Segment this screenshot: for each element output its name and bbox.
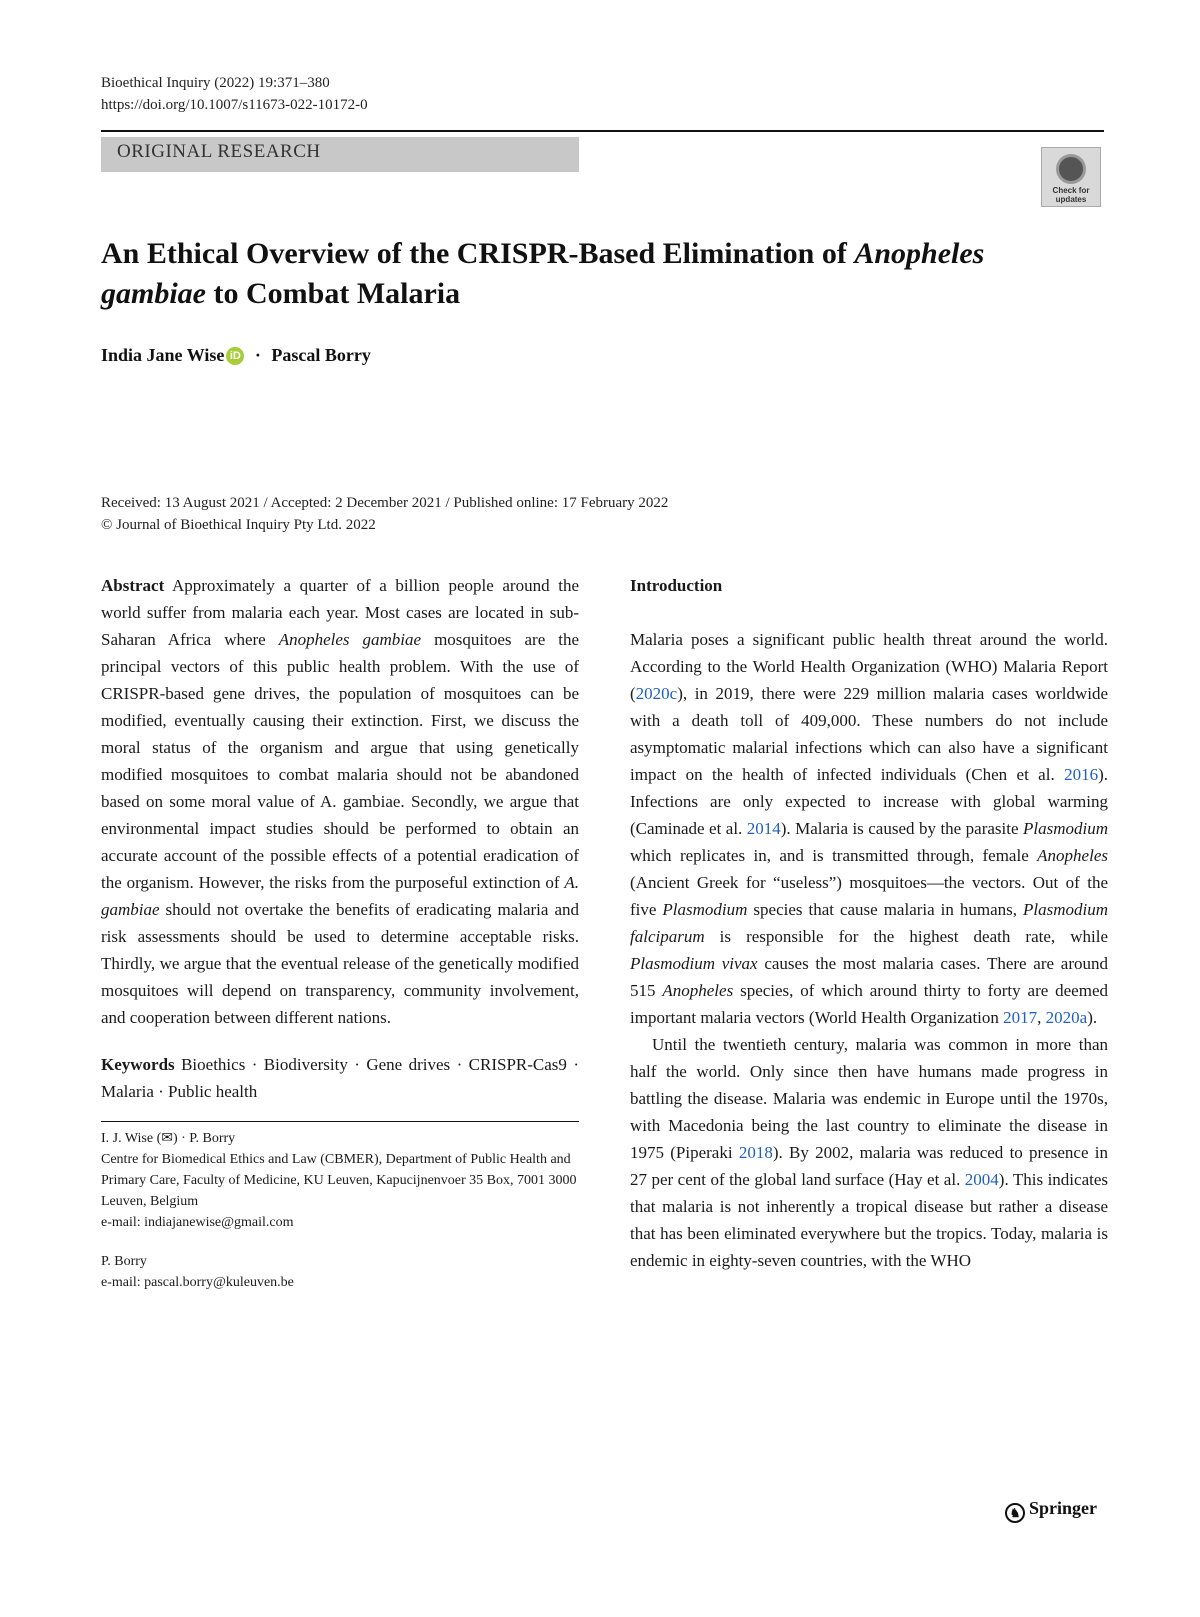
author-short: P. Borry bbox=[101, 1254, 147, 1269]
citation-link[interactable]: 2020a bbox=[1045, 1008, 1088, 1027]
citation-link[interactable]: 2020c bbox=[635, 684, 678, 703]
left-column bbox=[101, 572, 579, 1293]
email-link[interactable]: e-mail: pascal.borry@kuleuven.be bbox=[101, 1275, 294, 1290]
article-title: An Ethical Overview of the CRISPR-Based Elimination of Anopheles gambiae to Combat Malaria bbox=[101, 237, 985, 310]
journal-citation: Bioethical Inquiry (2022) 19:371–380 bbox=[101, 75, 330, 91]
right-column bbox=[630, 572, 1108, 1274]
citation-link[interactable]: 2016 bbox=[1064, 765, 1099, 784]
affiliation-address: Centre for Biomedical Ethics and Law (CBMER), Department of Public Health and Primary Care, Faculty of Medicine, KU Leuven, Kapucijnenvoer 35 Box, 7001 3000 Leuven, Belgium bbox=[101, 1152, 577, 1209]
author-name[interactable]: Pascal Borry bbox=[271, 345, 371, 365]
paragraph: Until the twentieth century, malaria was common in more than half the world. Only since then have humans made progress in battling the disease. Malaria was endemic in Europe until the 1970s, with Macedonia being the last country to eliminate the disease in 1975 (Piperaki 2018). By 2002, malaria was reduced to presence in 27 per cent of the global land surface (Hay et al. 2004). This indicates that malaria is not inherently a tropical disease but rather a disease that has been eliminated everywhere but the tropics. Today, malaria is endemic in eighty-seven countries, with the WHO bbox=[630, 1035, 1108, 1270]
publisher-name: Springer bbox=[1029, 1498, 1098, 1518]
copyright-notice: © Journal of Bioethical Inquiry Pty Ltd. 2022 bbox=[101, 517, 376, 533]
abstract: Abstract Approximately a quarter of a billion people around the world suffer from malaria each year. Most cases are located in sub-Saharan Africa where Anopheles gambiae mosquitoes are the principal vectors of this public health problem. With the use of CRISPR-based gene drives, the population of mosquitoes can be modified, eventually causing their extinction. First, we discuss the moral status of the organism and argue that using genetically modified mosquitoes to combat malaria should not be abandoned based on some moral value of A. gambiae. Secondly, we argue that environmental impact studies should be performed to obtain an accurate account of the possible effects of a potential eradication of the organism. However, the risks from the purposeful extinction of A. gambiae should not overtake the benefits of eradicating malaria and risk assessments should be used to determine acceptable risks. Thirdly, we argue that the eventual release of the genetically modified mosquitoes will depend on transparency, community involvement, and cooperation between different nations. bbox=[101, 576, 580, 1027]
corresponding-authors: I. J. Wise (✉) · P. Borry bbox=[101, 1131, 236, 1146]
author-name[interactable]: India Jane Wise bbox=[101, 345, 225, 365]
citation-link[interactable]: 2018 bbox=[738, 1143, 773, 1162]
publication-dates bbox=[101, 492, 668, 536]
section-heading: Introduction bbox=[630, 576, 723, 595]
top-rule bbox=[101, 130, 1104, 132]
crossmark-text: Check for updates bbox=[1052, 186, 1090, 204]
author-separator: · bbox=[254, 345, 261, 365]
history-dates: Received: 13 August 2021 / Accepted: 2 December 2021 / Published online: 17 February 2022 bbox=[101, 495, 669, 511]
crossmark-icon bbox=[1056, 154, 1086, 184]
affiliation-rule bbox=[101, 1121, 579, 1122]
paragraph: Malaria poses a significant public health threat around the world. According to the World Health Organization (WHO) Malaria Report (2020c), in 2019, there were 229 million malaria cases worldwide with a death toll of 409,000. These numbers do not include asymptomatic malarial infections which can also have a significant impact on the health of infected individuals (Chen et al. 2016). Infections are only expected to increase with global warming (Caminade et al. 2014). Malaria is caused by the parasite Plasmodium which replicates in, and is transmitted through, female Anopheles (Ancient Greek for “useless”) mosquitoes—the vectors. Out of the five Plasmodium species that cause malaria in humans, Plasmodium falciparum is responsible for the highest death rate, while Plasmodium vivax causes the most malaria cases. There are around 515 Anopheles species, of which around thirty to forty are deemed important malaria vectors (World Health Organization 2017, 2020a). bbox=[630, 630, 1109, 1027]
journal-header bbox=[101, 72, 368, 116]
citation-link[interactable]: 2014 bbox=[746, 819, 781, 838]
keywords: Keywords Bioethics · Biodiversity · Gene drives · CRISPR-Cas9 · Malaria · Public health bbox=[101, 1055, 579, 1101]
email-link[interactable]: e-mail: indiajanewise@gmail.com bbox=[101, 1215, 294, 1230]
doi-link[interactable]: https://doi.org/10.1007/s11673-022-10172-0 bbox=[101, 97, 368, 113]
section-label: ORIGINAL RESEARCH bbox=[117, 141, 321, 162]
citation-link[interactable]: 2017 bbox=[1003, 1008, 1038, 1027]
publisher-logo bbox=[1005, 1498, 1097, 1523]
author-list bbox=[101, 345, 371, 366]
springer-horse-icon: ♞ bbox=[1005, 1503, 1025, 1523]
orcid-icon[interactable]: iD bbox=[226, 347, 244, 365]
crossmark-badge[interactable] bbox=[1041, 147, 1101, 207]
affiliations bbox=[101, 1128, 579, 1293]
citation-link[interactable]: 2004 bbox=[964, 1170, 999, 1189]
